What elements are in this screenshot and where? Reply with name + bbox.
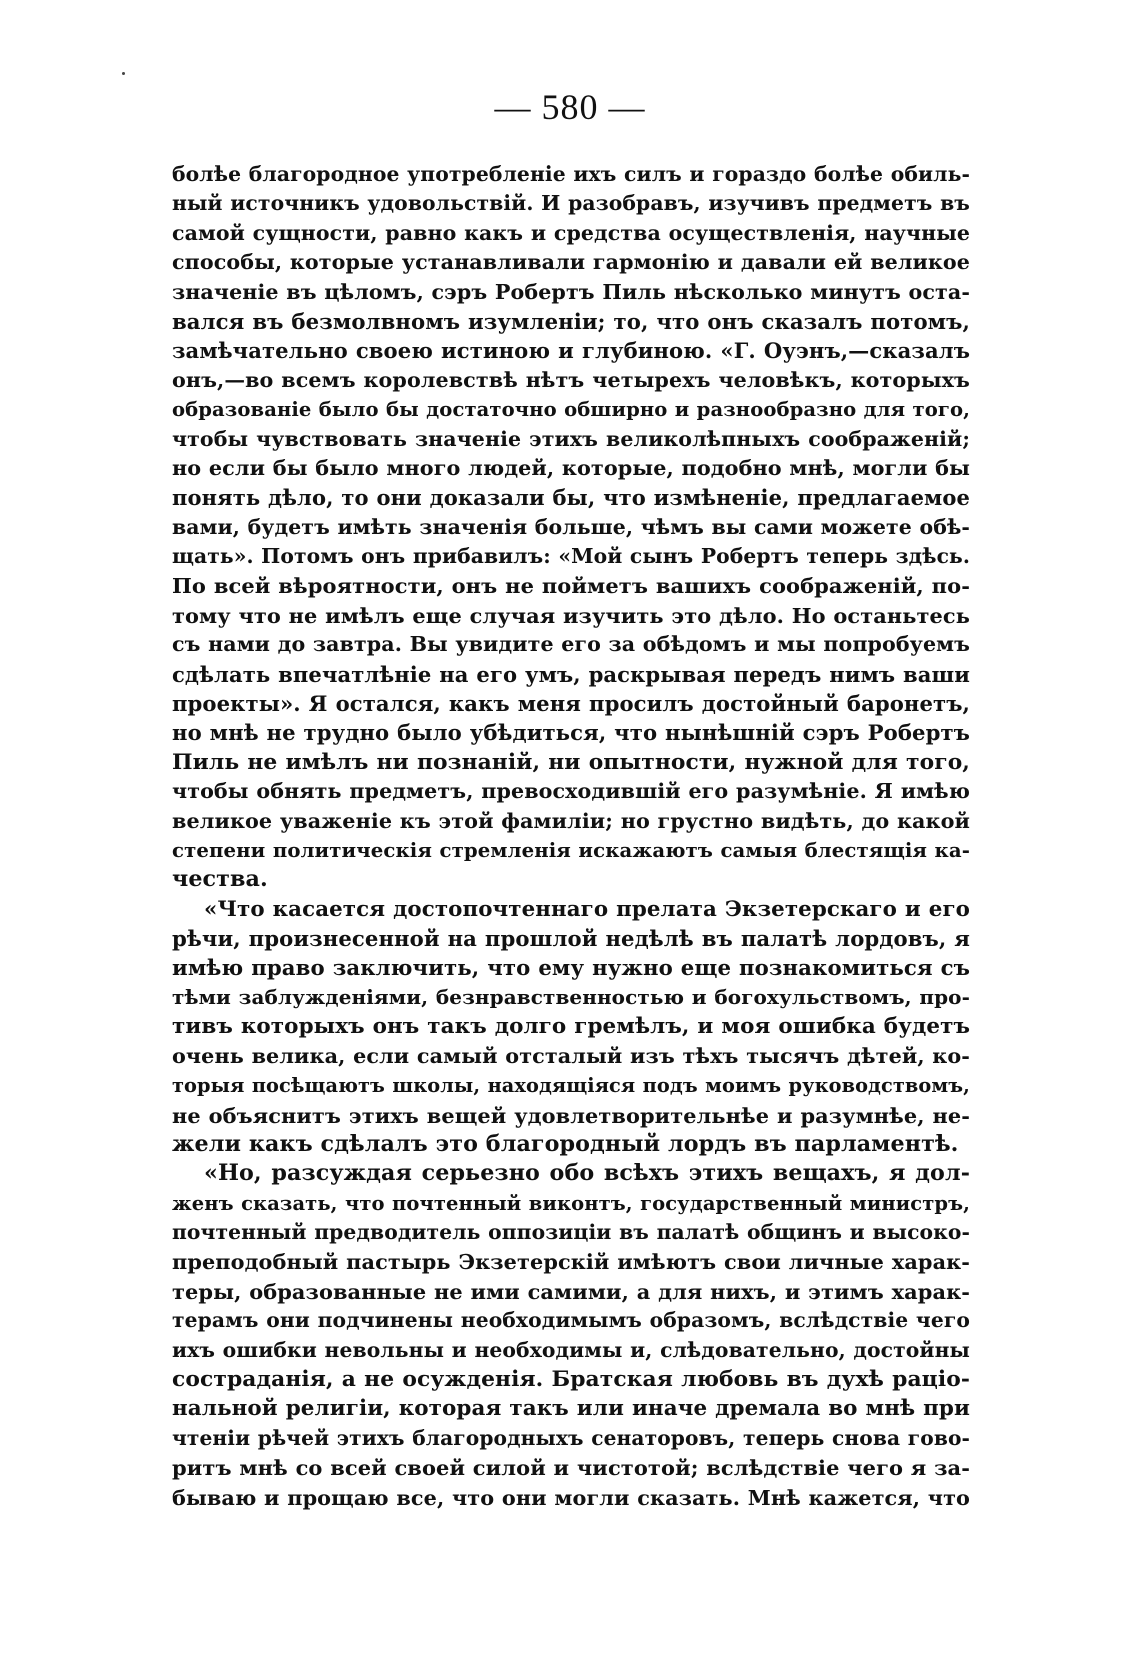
text-line: вами, будетъ имѣть значенія больше, чѣмъ вы сами можете обѣ-: [172, 514, 970, 539]
text-line: Пиль не имѣлъ ни познаній, ни опытности, нужной для того,: [172, 749, 970, 775]
text-line: женъ сказать, что почтенный виконтъ, государственный министръ,: [172, 1191, 970, 1215]
text-line: чтобы обнять предметъ, превосходившій его разумѣніе. Я имѣю: [172, 779, 970, 804]
text-line: способы, которые устанавливали гармонію и давали ей великое: [172, 250, 970, 275]
text-line: «Что касается достопочтеннаго прелата Экзетерскаго и его: [204, 896, 970, 922]
text-line: торыя посѣщаютъ школы, находящіяся подъ моимъ руководствомъ,: [172, 1074, 970, 1098]
text-line: теры, образованные не ими самими, а для нихъ, и этимъ харак-: [172, 1278, 970, 1304]
text-line: великое уваженіе къ этой фамиліи; но грустно видѣть, до какой: [172, 808, 970, 833]
text-line: бываю и прощаю все, что они могли сказать. Мнѣ кажется, что: [172, 1484, 970, 1510]
text-line: рѣчи, произнесенной на прошлой недѣлѣ въ палатѣ лордовъ, я: [172, 926, 970, 952]
text-line: чтеніи рѣчей этихъ благородныхъ сенаторовъ, теперь снова гово-: [172, 1425, 970, 1450]
text-line: По всей вѣроятности, онъ не пойметъ вашихъ соображеній, по-: [172, 573, 970, 599]
text-line: щать». Потомъ онъ прибавилъ: «Мой сынъ Робертъ теперь здѣсь.: [172, 544, 970, 569]
text-line: самой сущности, равно какъ и средства осуществленія, научные: [172, 220, 970, 245]
paragraph-3: [172, 1159, 970, 1512]
text-line: тому что не имѣлъ еще случая изучить это дѣло. Но останьтесь: [172, 602, 970, 628]
text-line: тивъ которыхъ онъ такъ долго гремѣлъ, и моя ошибка будетъ: [172, 1014, 970, 1040]
text-line: онъ,—во всемъ королевствѣ нѣтъ четырехъ человѣкъ, которыхъ: [172, 367, 970, 392]
print-speck: [122, 72, 125, 75]
text-line: «Но, разсуждая серьезно обо всѣхъ этихъ вещахъ, я дол-: [204, 1160, 970, 1187]
text-line: съ нами до завтра. Вы увидите его за обѣдомъ и мы попробуемъ: [172, 632, 970, 657]
text-line: сдѣлать впечатлѣніе на его умъ, раскрывая передъ нимъ ваши: [172, 661, 970, 687]
text-line: чества.: [172, 866, 268, 893]
text-line: понять дѣло, то они доказали бы, что измѣненіе, предлагаемое: [172, 485, 970, 511]
text-line: не объяснитъ этихъ вещей удовлетворительнѣе и разумнѣе, не-: [172, 1102, 970, 1128]
text-line: чтобы чувствовать значеніе этихъ великолѣпныхъ соображеній;: [172, 426, 970, 451]
text-line: значеніе въ цѣломъ, сэръ Робертъ Пиль нѣсколько минутъ оста-: [172, 279, 970, 304]
text-line: ритъ мнѣ со всей своей силой и чистотой; вслѣдствіе чего я за-: [172, 1455, 970, 1481]
text-line: нальной религіи, которая такъ или иначе дремала во мнѣ при: [172, 1396, 970, 1422]
text-line: образованіе было бы достаточно обширно и разнообразно для того,: [172, 398, 970, 422]
text-line: состраданія, а не осужденія. Братская любовь въ духѣ раціо-: [172, 1367, 970, 1393]
text-line: ный источникъ удовольствій. И разобравъ, изучивъ предметъ въ: [172, 191, 970, 216]
text-line: ихъ ошибки невольны и необходимы и, слѣдовательно, достойны: [172, 1337, 970, 1362]
text-line: но мнѣ не трудно было убѣдиться, что нынѣшній сэръ Робертъ: [172, 720, 970, 746]
text-line: терамъ они подчинены необходимымъ образомъ, вслѣдствіе чего: [172, 1308, 970, 1333]
text-line: жели какъ сдѣлалъ это благородный лордъ въ парламентѣ.: [172, 1130, 959, 1157]
text-line: очень велика, если самый отсталый изъ тѣхъ тысячъ дѣтей, ко-: [172, 1043, 970, 1068]
text-line: вался въ безмолвномъ изумленіи; то, что онъ сказалъ потомъ,: [172, 308, 970, 334]
text-body: [172, 160, 970, 1512]
text-line: степени политическія стремленія искажаютъ самыя блестящія ка-: [172, 838, 970, 862]
text-line: проекты». Я остался, какъ меня просилъ достойный баронетъ,: [172, 691, 970, 717]
page-number: — 580 —: [494, 87, 646, 127]
text-line: почтенный предводитель оппозиціи въ палатѣ общинъ и высоко-: [172, 1220, 970, 1245]
paragraph-2: [172, 895, 970, 1160]
text-line: замѣчательно своею истиною и глубиною. «Г. Оуэнъ,—сказалъ: [172, 338, 970, 364]
paragraph-1: [172, 160, 970, 895]
text-line: болѣе благородное употребленіе ихъ силъ и гораздо болѣе обиль-: [172, 162, 970, 186]
text-line: но если бы было много людей, которые, подобно мнѣ, могли бы: [172, 455, 970, 480]
text-line: тѣми заблужденіями, безнравственностью и богохульствомъ, про-: [172, 984, 970, 1009]
text-line: преподобный пастырь Экзетерскій имѣютъ свои личные харак-: [172, 1249, 970, 1275]
text-line: имѣю право заключить, что ему нужно еще познакомиться съ: [172, 955, 970, 981]
